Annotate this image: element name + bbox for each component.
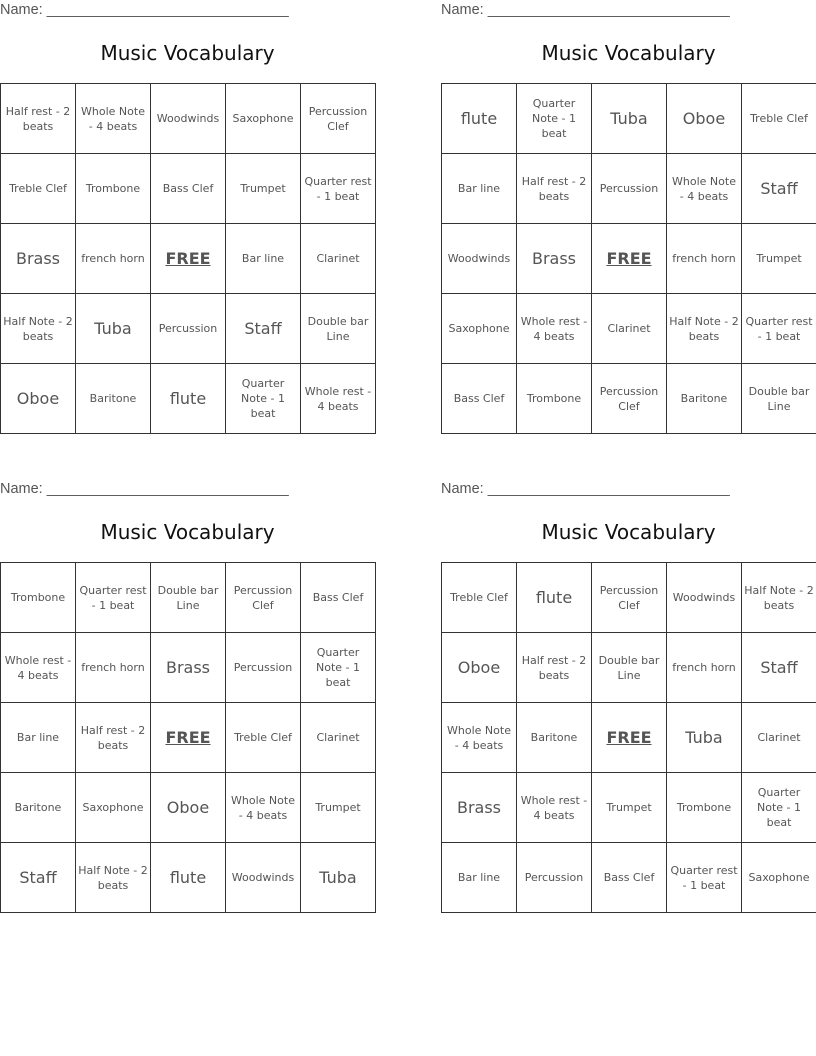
grid-cell: Treble Clef: [1, 154, 76, 224]
grid-cell: Tuba: [301, 843, 376, 913]
grid-row: [1, 633, 376, 703]
card-title: Music Vocabulary: [100, 520, 275, 544]
grid-cell: Percussion Clef: [592, 364, 667, 434]
grid-cell: Saxophone: [442, 294, 517, 364]
grid-row: [1, 843, 376, 913]
grid-cell: Quarter Note - 1 beat: [742, 773, 816, 843]
grid-cell: Trombone: [76, 154, 151, 224]
grid-cell: Oboe: [1, 364, 76, 434]
grid-cell: Baritone: [76, 364, 151, 434]
grid-row: [442, 563, 816, 633]
grid-cell: Bar line: [226, 224, 301, 294]
grid-cell: Whole Note - 4 beats: [667, 154, 742, 224]
grid-cell: Half Note - 2 beats: [76, 843, 151, 913]
grid-cell: Woodwinds: [667, 563, 742, 633]
name-field[interactable]: Name: ______________________________: [0, 2, 289, 18]
grid-cell: Saxophone: [742, 843, 816, 913]
grid-cell: Brass: [517, 224, 592, 294]
grid-cell: Half Note - 2 beats: [742, 563, 816, 633]
grid-cell: flute: [151, 364, 226, 434]
grid-cell: Bass Clef: [592, 843, 667, 913]
grid-cell: Woodwinds: [442, 224, 517, 294]
grid-cell: Clarinet: [592, 294, 667, 364]
bingo-grid: [441, 83, 816, 434]
bingo-card-1: [0, 0, 375, 440]
grid-cell: Tuba: [667, 703, 742, 773]
grid-cell: Trombone: [667, 773, 742, 843]
grid-cell: Woodwinds: [151, 84, 226, 154]
grid-cell: Staff: [742, 154, 816, 224]
grid-row: [1, 154, 376, 224]
grid-cell: Double bar Line: [592, 633, 667, 703]
grid-cell: Quarter rest - 1 beat: [301, 154, 376, 224]
grid-cell: Baritone: [667, 364, 742, 434]
grid-cell: Quarter rest - 1 beat: [76, 563, 151, 633]
grid-cell: french horn: [76, 224, 151, 294]
name-field[interactable]: Name: ______________________________: [0, 481, 289, 497]
grid-cell: Whole rest - 4 beats: [517, 773, 592, 843]
bingo-card-4: [441, 479, 816, 919]
grid-row: [1, 773, 376, 843]
grid-cell: Brass: [442, 773, 517, 843]
grid-row: [442, 84, 816, 154]
grid-cell: Half rest - 2 beats: [517, 154, 592, 224]
grid-cell: Trumpet: [592, 773, 667, 843]
name-field[interactable]: Name: ______________________________: [441, 481, 730, 497]
grid-cell: Saxophone: [76, 773, 151, 843]
grid-cell: french horn: [667, 633, 742, 703]
grid-cell: Treble Clef: [742, 84, 816, 154]
grid-cell: Percussion: [517, 843, 592, 913]
grid-cell: flute: [517, 563, 592, 633]
grid-row: [442, 294, 816, 364]
grid-cell: Brass: [151, 633, 226, 703]
grid-cell: Trumpet: [742, 224, 816, 294]
grid-cell: Staff: [226, 294, 301, 364]
grid-cell: Double bar Line: [151, 563, 226, 633]
grid-cell: Double bar Line: [301, 294, 376, 364]
grid-row: [1, 703, 376, 773]
grid-cell: Whole rest - 4 beats: [1, 633, 76, 703]
grid-cell: Bass Clef: [301, 563, 376, 633]
grid-row: [442, 154, 816, 224]
grid-cell: flute: [442, 84, 517, 154]
grid-cell: Brass: [1, 224, 76, 294]
grid-cell: Bar line: [442, 154, 517, 224]
grid-row: [1, 84, 376, 154]
bingo-grid: [0, 83, 376, 434]
grid-row: [442, 224, 816, 294]
grid-cell: Staff: [1, 843, 76, 913]
grid-row: [442, 773, 816, 843]
grid-cell: Whole rest - 4 beats: [517, 294, 592, 364]
grid-cell: Half Note - 2 beats: [667, 294, 742, 364]
grid-cell: Percussion: [151, 294, 226, 364]
grid-cell: Clarinet: [742, 703, 816, 773]
free-space: FREE: [592, 224, 667, 294]
grid-cell: Whole Note - 4 beats: [76, 84, 151, 154]
grid-cell: Percussion Clef: [592, 563, 667, 633]
grid-cell: Oboe: [667, 84, 742, 154]
grid-cell: Percussion: [592, 154, 667, 224]
grid-cell: Woodwinds: [226, 843, 301, 913]
grid-cell: Staff: [742, 633, 816, 703]
card-title: Music Vocabulary: [541, 520, 716, 544]
grid-cell: Bass Clef: [151, 154, 226, 224]
grid-row: [442, 703, 816, 773]
grid-cell: Trumpet: [301, 773, 376, 843]
grid-cell: Percussion: [226, 633, 301, 703]
grid-cell: flute: [151, 843, 226, 913]
grid-cell: Oboe: [151, 773, 226, 843]
grid-row: [1, 563, 376, 633]
grid-cell: Quarter rest - 1 beat: [742, 294, 816, 364]
grid-row: [442, 364, 816, 434]
grid-cell: Quarter Note - 1 beat: [301, 633, 376, 703]
grid-cell: Double bar Line: [742, 364, 816, 434]
grid-cell: french horn: [76, 633, 151, 703]
grid-cell: Clarinet: [301, 703, 376, 773]
grid-cell: Treble Clef: [442, 563, 517, 633]
grid-cell: Quarter rest - 1 beat: [667, 843, 742, 913]
grid-cell: Half Note - 2 beats: [1, 294, 76, 364]
grid-cell: Percussion Clef: [301, 84, 376, 154]
bingo-card-2: [441, 0, 816, 440]
grid-cell: french horn: [667, 224, 742, 294]
grid-cell: Baritone: [1, 773, 76, 843]
grid-cell: Trombone: [517, 364, 592, 434]
grid-cell: Half rest - 2 beats: [1, 84, 76, 154]
grid-cell: Tuba: [76, 294, 151, 364]
grid-cell: Treble Clef: [226, 703, 301, 773]
grid-cell: Baritone: [517, 703, 592, 773]
grid-cell: Quarter Note - 1 beat: [226, 364, 301, 434]
card-title: Music Vocabulary: [100, 41, 275, 65]
free-space: FREE: [151, 703, 226, 773]
grid-cell: Bar line: [442, 843, 517, 913]
bingo-card-3: [0, 479, 375, 919]
grid-cell: Bar line: [1, 703, 76, 773]
free-space: FREE: [151, 224, 226, 294]
grid-cell: Whole rest - 4 beats: [301, 364, 376, 434]
name-field[interactable]: Name: ______________________________: [441, 2, 730, 18]
bingo-grid: [441, 562, 816, 913]
grid-cell: Half rest - 2 beats: [76, 703, 151, 773]
grid-cell: Whole Note - 4 beats: [226, 773, 301, 843]
bingo-grid: [0, 562, 376, 913]
grid-cell: Whole Note - 4 beats: [442, 703, 517, 773]
grid-row: [1, 364, 376, 434]
grid-row: [442, 843, 816, 913]
grid-cell: Tuba: [592, 84, 667, 154]
free-space: FREE: [592, 703, 667, 773]
grid-cell: Saxophone: [226, 84, 301, 154]
grid-cell: Trombone: [1, 563, 76, 633]
grid-row: [1, 294, 376, 364]
grid-cell: Quarter Note - 1 beat: [517, 84, 592, 154]
grid-cell: Half rest - 2 beats: [517, 633, 592, 703]
grid-row: [442, 633, 816, 703]
grid-cell: Clarinet: [301, 224, 376, 294]
grid-row: [1, 224, 376, 294]
grid-cell: Percussion Clef: [226, 563, 301, 633]
grid-cell: Bass Clef: [442, 364, 517, 434]
card-title: Music Vocabulary: [541, 41, 716, 65]
grid-cell: Trumpet: [226, 154, 301, 224]
grid-cell: Oboe: [442, 633, 517, 703]
